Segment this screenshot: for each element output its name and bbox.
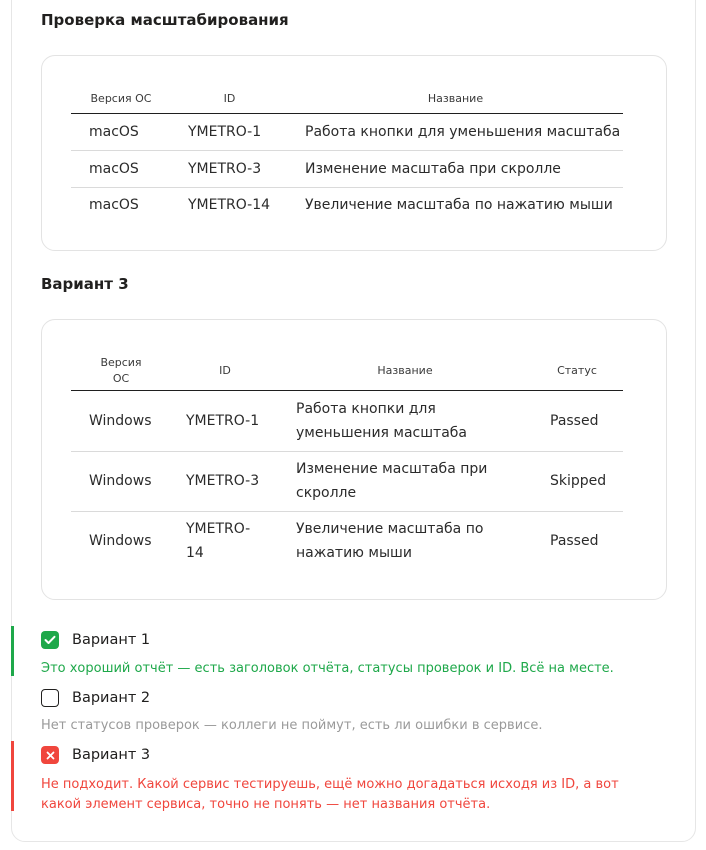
cell-name: Изменение масштаба при скролле [279,451,531,511]
table-header-row [71,352,623,390]
option-label: Вариант 2 [72,690,151,706]
report-table [71,352,623,570]
column-header-id: ID [171,86,288,113]
table-header-row [71,86,623,113]
cell-os: Windows [71,451,171,511]
checkmark-icon [44,635,56,645]
cross-icon [46,751,55,760]
wrong-indicator-bar [11,741,14,811]
feedback-correct: Это хороший отчёт — есть заголовок отчёта, статусы проверок и ID. Всё на месте. [41,661,614,676]
cell-status: Skipped [531,451,623,511]
table-row [71,511,623,570]
column-header-name: Название [288,86,623,113]
cell-status: Passed [531,390,623,451]
answer-option-2[interactable] [41,689,150,707]
cell-id: YMETRO-1 [171,390,279,451]
cell-id: YMETRO-3 [171,150,288,187]
column-header-name: Название [279,352,531,390]
cell-id: YMETRO-3 [171,451,279,511]
cell-id-text: YMETRO-14 [186,520,251,561]
cell-id: YMETRO-1 [171,113,288,150]
cell-name: Увеличение масштаба по нажатию мыши [296,520,484,561]
report-table [71,86,623,223]
option-label: Вариант 3 [72,747,151,763]
table-row [71,187,623,223]
column-header-status: Статус [531,352,623,390]
table-row [71,113,623,150]
cell-id: YMETRO-14 [188,197,271,214]
table-row [71,451,623,511]
table-row [71,150,623,187]
cell-os: macOS [71,150,171,187]
correct-indicator-bar [11,626,14,676]
cell-os: Windows [89,532,152,549]
variant-title: Вариант 3 [41,275,129,293]
answer-option-1[interactable] [41,631,150,649]
cell-name: Работа кнопки для уменьшения масштаба [279,390,531,451]
cell-name: Работа кнопки для уменьшения масштаба [288,113,623,150]
section-title: Проверка масштабирования [41,11,289,29]
option-label: Вариант 1 [72,632,151,648]
cell-name: Изменение масштаба при скролле [288,150,623,187]
cell-os: Windows [71,390,171,451]
column-header-os: Версия ОС [71,86,171,113]
cell-id [171,511,279,570]
cell-status: Passed [550,532,599,549]
feedback-wrong: Не подходит. Какой сервис тестируешь, ещё можно догадаться исходя из ID, а вот какой элемент сервиса, точно не понять — нет названия отчёта. [41,777,619,812]
checkbox-wrong[interactable] [41,746,59,764]
report-card [41,55,667,251]
feedback-neutral: Нет статусов проверок — коллеги не поймут, есть ли ошибки в сервисе. [41,718,543,733]
checkbox-unchecked[interactable] [41,689,59,707]
checkbox-checked[interactable] [41,631,59,649]
column-header-id: ID [171,352,279,390]
answer-option-3[interactable] [41,746,150,764]
cell-os: macOS [71,113,171,150]
cell-name: Увеличение масштаба по нажатию мыши [305,197,613,214]
report-card [41,319,667,600]
table-row [71,390,623,451]
cell-os: macOS [89,197,139,214]
column-header-os: Версия ОС [71,352,171,390]
